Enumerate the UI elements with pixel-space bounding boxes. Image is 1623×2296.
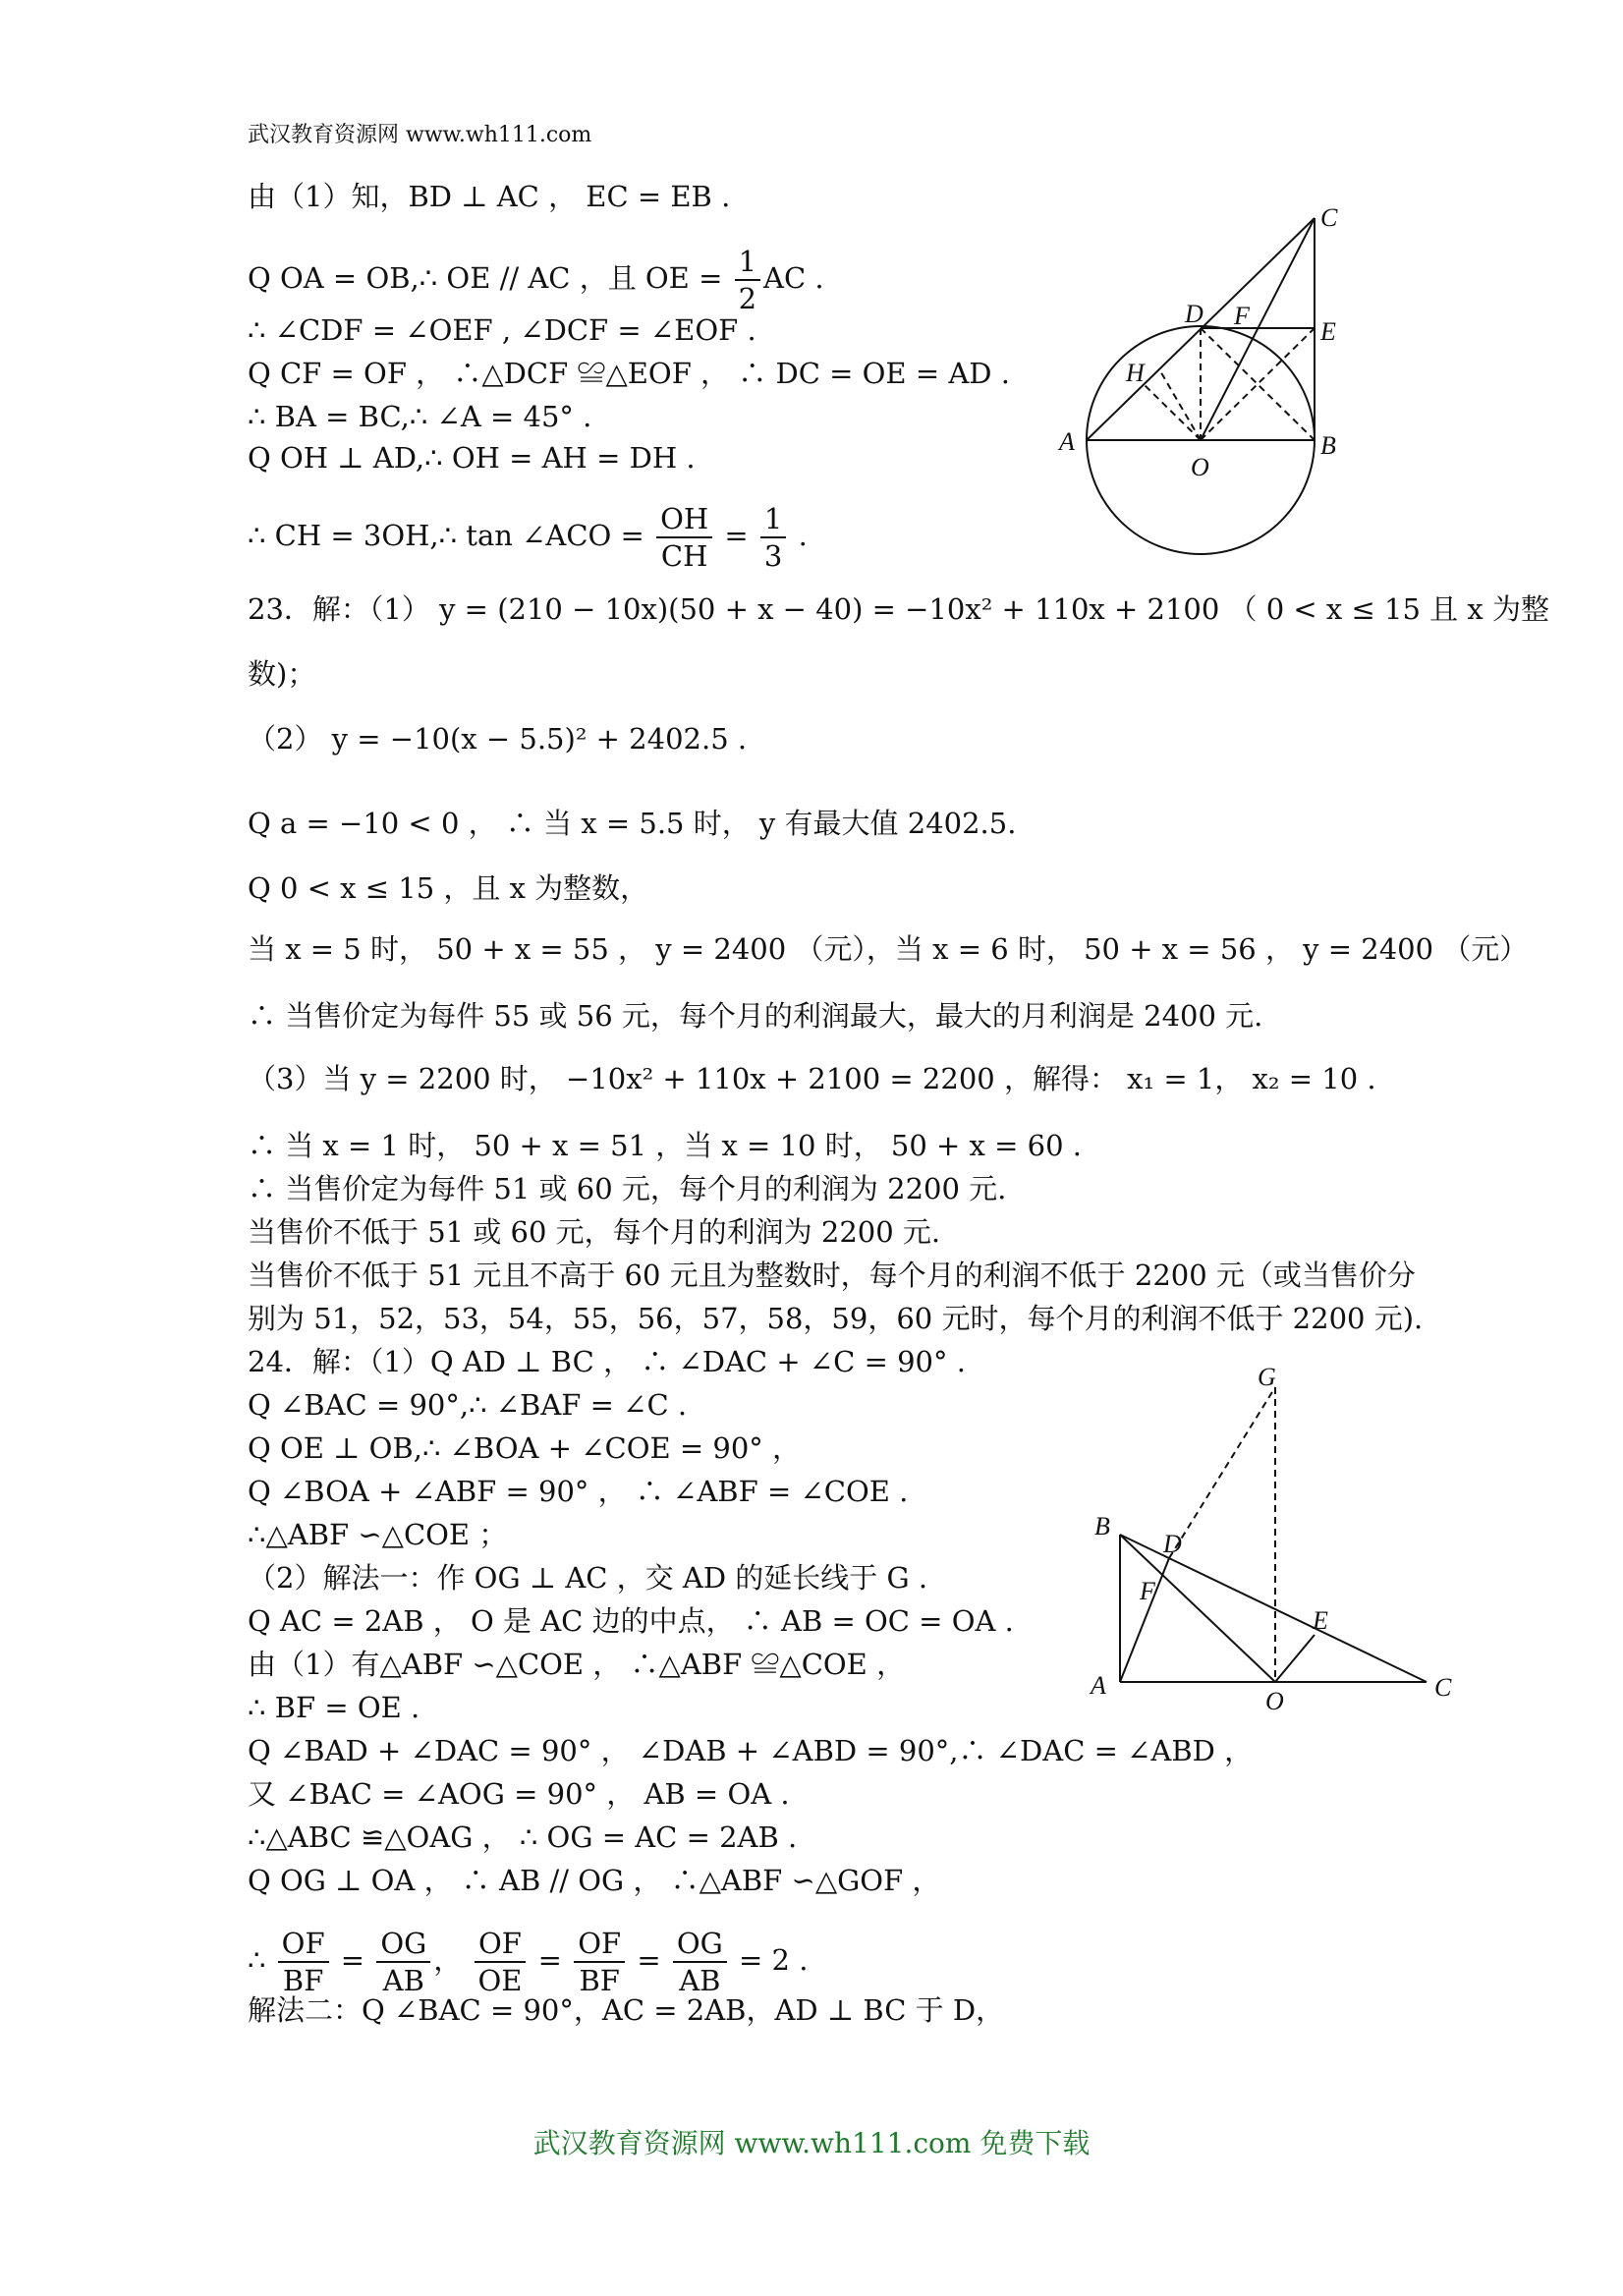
text-line: Q ∠BAC = 90°,∴ ∠BAF = ∠C . — [248, 1388, 688, 1422]
fraction: $\frac{OF}{BF}$ — [574, 1926, 625, 1998]
text-line: ∴ BA = BC,∴ ∠A = 45° . — [248, 400, 592, 433]
text-line: Q OH ⊥ AD,∴ OH = AH = DH . — [248, 441, 696, 475]
text-line: 由（1）知，BD ⊥ AC ， EC = EB . — [248, 180, 731, 213]
fig2-label-f: F — [1140, 1577, 1155, 1605]
text-line: Q CF = OF ， ∴△DCF ≌△EOF ， ∴ DC = OE = AD . — [248, 357, 1010, 390]
text-line: 当售价不低于 51 元且不高于 60 元且为整数时，每个月的利润不低于 2200 元（或当售价分 — [248, 1259, 1416, 1292]
text-line: ∴ $\frac{OF}{BF}$ = $\frac{OG}{AB}$ ， $\frac{OF}{OE}$ = $\frac{OF}{BF}$ = $\frac{OG}{AB}$ = 2 . — [248, 1927, 809, 1997]
text-line: （3）当 y = 2200 时， −10x² + 110x + 2100 = 2200 ，解得： x₁ = 1， x₂ = 10 . — [248, 1062, 1376, 1095]
fraction: $\frac{1}{2}$ — [735, 244, 760, 316]
text-line: 解法二：Q ∠BAC = 90°，AC = 2AB，AD ⊥ BC 于 D， — [248, 1993, 1005, 2027]
text-line: （2） y = −10(x − 5.5)² + 2402.5 . — [248, 722, 748, 756]
fig1-label-c: C — [1320, 203, 1338, 232]
text-line: 23．解：（1） y = (210 − 10x)(50 + x − 40) = −10x² + 110x + 2100 （ 0 < x ≤ 15 且 x 为整 — [248, 592, 1549, 626]
text-line: Q 0 < x ≤ 15 ，且 x 为整数， — [248, 871, 649, 905]
geometry-figure-1 — [1041, 196, 1356, 560]
fraction: $\frac{1}{3}$ — [760, 501, 786, 574]
text-line: Q ∠BAD + ∠DAC = 90° ， ∠DAB + ∠ABD = 90°,∴ ∠DAC = ∠ABD ， — [248, 1734, 1254, 1767]
fig1-label-b: B — [1320, 431, 1336, 460]
fig1-label-a: A — [1059, 427, 1075, 456]
text-line: ∴ 当 x = 1 时， 50 + x = 51 ，当 x = 10 时， 50 + x = 60 . — [248, 1129, 1082, 1162]
text-line: 别为 51，52，53，54，55，56，57，58，59，60 元时，每个月的利润不低于 2200 元). — [248, 1302, 1424, 1335]
fig2-label-d: D — [1163, 1530, 1182, 1558]
text-line: Q OE ⊥ OB,∴ ∠BOA + ∠COE = 90° ， — [248, 1431, 802, 1465]
text-line: 24．解：（1）Q AD ⊥ BC ， ∴ ∠DAC + ∠C = 90° . — [248, 1345, 966, 1378]
text-line: Q AC = 2AB ， O 是 AC 边的中点， ∴ AB = OC = OA . — [248, 1604, 1014, 1638]
text-line: 由（1）有△ABF ∽△COE ， ∴△ABF ≌△COE ， — [248, 1648, 906, 1681]
text-line: 又 ∠BAC = ∠AOG = 90° ， AB = OA . — [248, 1777, 790, 1811]
fraction: $\frac{OG}{AB}$ — [376, 1926, 430, 1998]
fig1-label-h: H — [1126, 359, 1145, 387]
text-line: 数)； — [248, 657, 316, 691]
fig2-label-a: A — [1091, 1671, 1106, 1700]
geometry-figure-2 — [1081, 1366, 1474, 1719]
fig2-label-o: O — [1265, 1687, 1284, 1715]
fig2-label-b: B — [1094, 1512, 1110, 1540]
text-line: （2）解法一：作 OG ⊥ AC ，交 AD 的延长线于 G . — [248, 1561, 928, 1595]
fraction: $\frac{OH}{CH}$ — [656, 501, 712, 574]
text-line: ∴△ABC ≌△OAG ， ∴ OG = AC = 2AB . — [248, 1820, 798, 1854]
fig1-label-e: E — [1320, 317, 1336, 346]
text-line: 当售价不低于 51 或 60 元，每个月的利润为 2200 元. — [248, 1215, 941, 1249]
text-line: 当 x = 5 时， 50 + x = 55 ， y = 2400 （元），当 x = 6 时， 50 + x = 56 ， y = 2400 （元） — [248, 932, 1529, 966]
fig2-label-g: G — [1258, 1366, 1276, 1391]
text-line: ∴ 当售价定为每件 55 或 56 元，每个月的利润最大，最大的月利润是 2400 元. — [248, 999, 1263, 1033]
text-line: ∴△ABF ∽△COE ； — [248, 1518, 508, 1551]
text-line: ∴ 当售价定为每件 51 或 60 元，每个月的利润为 2200 元. — [248, 1172, 1007, 1205]
fig2-label-c: C — [1434, 1673, 1452, 1702]
text-line: ∴ BF = OE . — [248, 1691, 420, 1724]
text-line: ∴ CH = 3OH,∴ tan ∠ACO = $\frac{OH}{CH}$ = $\frac{1}{3}$ . — [248, 502, 808, 573]
fraction: $\frac{OF}{BF}$ — [278, 1926, 329, 1998]
fraction: $\frac{OF}{OE}$ — [475, 1926, 527, 1998]
fig2-label-e: E — [1313, 1606, 1328, 1635]
fig1-label-f: F — [1234, 302, 1250, 330]
fig1-label-o: O — [1191, 453, 1209, 481]
text-line: Q OG ⊥ OA ， ∴ AB // OG ， ∴△ABF ∽△GOF ， — [248, 1864, 941, 1897]
text-line: Q a = −10 < 0 ， ∴ 当 x = 5.5 时， y 有最大值 2402.5. — [248, 807, 1017, 840]
page-header: 武汉教育资源网 www.wh111.com — [248, 123, 592, 147]
text-line: Q ∠BOA + ∠ABF = 90° ， ∴ ∠ABF = ∠COE . — [248, 1475, 909, 1508]
page-footer: 武汉教育资源网 www.wh111.com 免费下载 — [532, 2127, 1091, 2159]
text-line: Q OA = OB,∴ OE // AC ，且 OE = $\frac{1}{2}$ AC . — [248, 245, 824, 315]
fig1-label-d: D — [1185, 300, 1203, 328]
fraction: $\frac{OG}{AB}$ — [673, 1926, 727, 1998]
text-line: ∴ ∠CDF = ∠OEF , ∠DCF = ∠EOF . — [248, 313, 756, 347]
